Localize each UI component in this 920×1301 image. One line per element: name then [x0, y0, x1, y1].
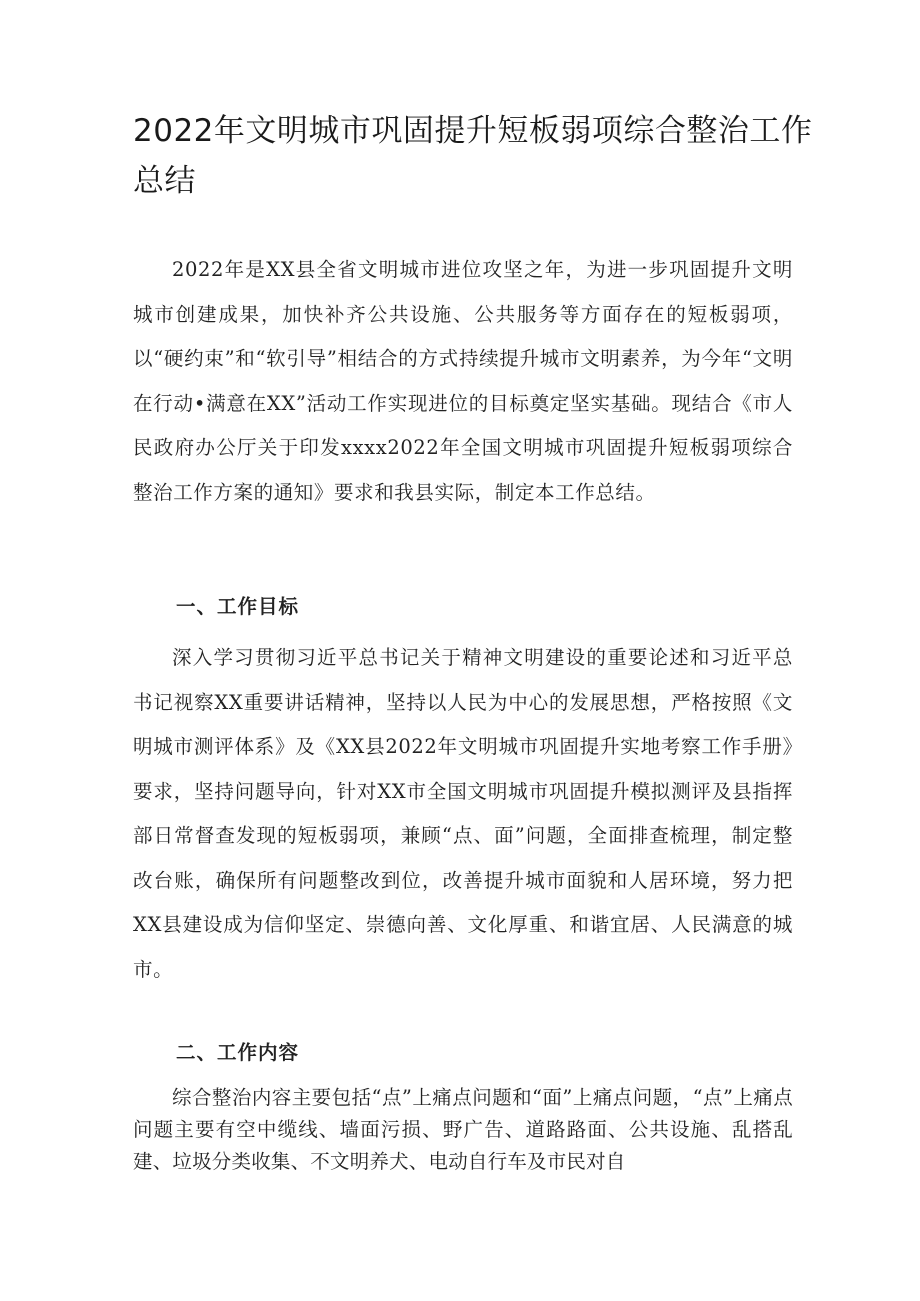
section-heading-goals: 一、工作目标	[176, 595, 300, 618]
goals-paragraph: 深入学习贯彻习近平总书记关于精神文明建设的重要论述和习近平总书记视察XX重要讲话精神，坚持以人民为中心的发展思想，严格按照《文明城市测评体系》及《XX县2022年文明城市巩固提升实地考察工作手册》要求，坚持问题导向，针对XX市全国文明城市巩固提升模拟测评及县指挥部日常督查发现的短板弱项，兼顾“点、面”问题，全面排查梳理，制定整改台账，确保所有问题整改到位，改善提升城市面貌和人居环境，努力把XX县建设成为信仰坚定、崇德向善、文化厚重、和谐宜居、人民满意的城市。	[133, 646, 793, 981]
section-heading-content: 二、工作内容	[176, 1041, 300, 1064]
content-paragraph: 综合整治内容主要包括“点”上痛点问题和“面”上痛点问题，“点”上痛点问题主要有空中缆线、墙面污损、野广告、道路路面、公共设施、乱搭乱建、垃圾分类收集、不文明养犬、电动自行车及市民对自	[133, 1086, 793, 1173]
intro-paragraph: 2022年是XX县全省文明城市进位攻坚之年，为进一步巩固提升文明城市创建成果，加快补齐公共设施、公共服务等方面存在的短板弱项，以“硬约束”和“软引导”相结合的方式持续提升城市文明素养，为今年“文明在行动•满意在XX”活动工作实现进位的目标奠定坚实基础。现结合《市人民政府办公厅关于印发xxxx2022年全国文明城市巩固提升短板弱项综合整治工作方案的通知》要求和我县实际，制定本工作总结。	[133, 258, 793, 504]
document-title: 2022年文明城市巩固提升短板弱项综合整治工作总结	[133, 113, 813, 199]
